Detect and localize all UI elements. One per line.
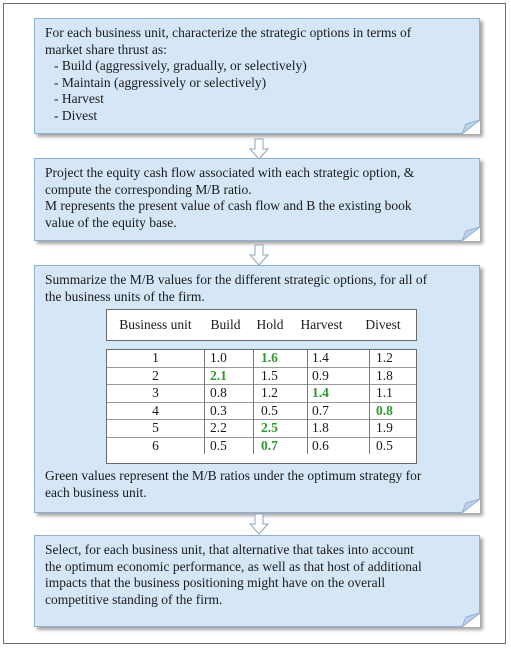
mb-value-build: 0.5 xyxy=(205,438,254,455)
mb-value-hold: 1.6 xyxy=(254,350,308,368)
step2-line3: M represents the present value of cash flow and B the existing book xyxy=(45,198,412,213)
mb-value-build: 0.8 xyxy=(205,385,254,403)
step3-line2: the business units of the firm. xyxy=(45,288,205,304)
down-arrow-icon xyxy=(249,513,269,535)
mb-value-hold: 2.5 xyxy=(254,420,308,438)
step2-line1: Project the equity cash flow associated with each strategic option, & xyxy=(45,165,415,180)
mb-value-build: 2.1 xyxy=(205,368,254,386)
step4-line2: the optimum economic performance, as well as that host of additional xyxy=(45,558,422,574)
mb-value-hold: 0.5 xyxy=(254,403,308,421)
step1-intro-line1: For each business unit, characterize the strategic options in terms of xyxy=(45,25,412,40)
option-build: - Build (aggressively, gradually, or selectively) xyxy=(54,58,307,73)
folded-corner-icon xyxy=(462,499,480,513)
business-unit-cell: 1 xyxy=(107,350,205,368)
mb-value-divest: 0.8 xyxy=(370,403,416,421)
table-row xyxy=(107,350,416,368)
down-arrow-icon xyxy=(249,244,269,266)
step4-line4: competitive standing of the firm. xyxy=(45,591,223,607)
mb-value-hold: 1.2 xyxy=(254,385,308,403)
business-unit-cell: 5 xyxy=(107,420,205,438)
col-header-hold: Hold xyxy=(256,316,284,332)
option-harvest: - Harvest xyxy=(54,91,104,106)
step4-box xyxy=(34,535,480,627)
col-header-build: Build xyxy=(210,316,241,332)
step4-line1: Select, for each business unit, that alternative that takes into account xyxy=(45,542,414,557)
mb-value-divest: 1.8 xyxy=(370,368,416,386)
business-unit-cell: 2 xyxy=(107,368,205,386)
business-unit-cell: 4 xyxy=(107,403,205,421)
mb-value-hold: 0.7 xyxy=(254,438,308,455)
mb-value-build: 0.3 xyxy=(205,403,254,421)
step3-note-line2: each business unit. xyxy=(45,484,147,500)
col-header-divest: Divest xyxy=(365,316,401,332)
col-header-business-unit: Business unit xyxy=(119,316,192,332)
option-maintain: - Maintain (aggressively or selectively) xyxy=(54,74,267,90)
step3-box xyxy=(34,265,480,513)
mb-value-divest: 1.9 xyxy=(370,420,416,438)
step4-line3: impacts that the business positioning might have on the overall xyxy=(45,575,386,590)
mb-table-header xyxy=(106,309,417,341)
table-row xyxy=(107,368,416,386)
mb-value-divest: 0.5 xyxy=(376,437,393,453)
table-row xyxy=(107,420,416,438)
step2-line2: compute the corresponding M/B ratio. xyxy=(45,181,252,197)
mb-value-harvest: 1.4 xyxy=(308,350,370,368)
business-unit-cell: 6 xyxy=(107,438,205,455)
table-row xyxy=(107,403,416,421)
mb-value-harvest: 1.4 xyxy=(308,385,370,403)
table-row xyxy=(107,385,416,403)
mb-value-build: 1.0 xyxy=(205,350,254,368)
mb-table-body xyxy=(106,349,417,464)
step2-box xyxy=(34,158,480,241)
mb-value-divest: 1.2 xyxy=(370,350,416,368)
table-row xyxy=(107,438,416,455)
mb-value-harvest: 0.6 xyxy=(308,438,370,455)
mb-value-harvest: 0.7 xyxy=(308,403,370,421)
step1-intro-line2: market share thrust as: xyxy=(45,41,167,57)
col-header-harvest: Harvest xyxy=(300,316,343,332)
step3-line1: Summarize the M/B values for the different strategic options, for all of xyxy=(45,272,428,287)
mb-value-hold: 1.5 xyxy=(254,368,308,386)
option-divest: - Divest xyxy=(54,107,98,123)
mb-value-build: 2.2 xyxy=(205,420,254,438)
step2-line4: value of the equity base. xyxy=(45,214,177,230)
mb-value-divest: 1.1 xyxy=(370,385,416,403)
folded-corner-icon xyxy=(462,613,480,627)
folded-corner-icon xyxy=(462,120,480,134)
step3-note-line1: Green values represent the M/B ratios under the optimum strategy for xyxy=(45,468,422,483)
mb-value-harvest: 0.9 xyxy=(308,368,370,386)
folded-corner-icon xyxy=(462,227,480,241)
business-unit-cell: 3 xyxy=(107,385,205,403)
step1-box xyxy=(34,18,480,134)
mb-value-harvest: 1.8 xyxy=(308,420,370,438)
down-arrow-icon xyxy=(249,138,269,160)
